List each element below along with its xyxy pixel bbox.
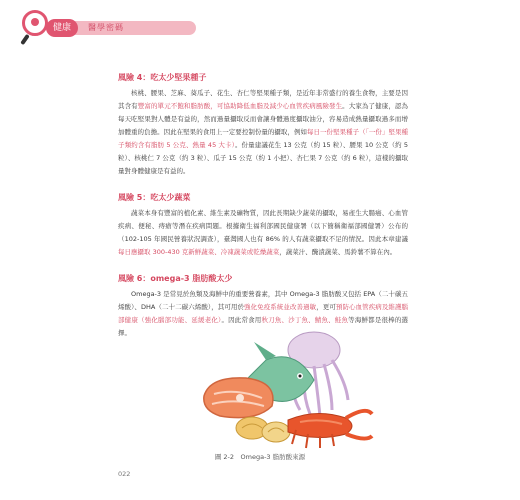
text-run: 蔬菜本身有豐富的植化素、維生素及礦物質，因此長期缺少蔬菜的攝取，易產生大腸癌、心血管疾病、便秘、痔瘡等潛在疾病問題。根據衛生福利部國民健康署（以下簡稱衛福部國健署）公布的（102-105 年國民營養狀況調查），臺灣國人也有 86% 的人有蔬菜攝取不足的情況。因此本章建議 [118,209,408,243]
text-run: 。份量建議花生 13 公克（約 15 粒）、腰果 10 公克（約 5 粒）、核桃仁 7 公克（約 3 粒）、瓜子 15 公克（約 1 小把）、杏仁果 7 公克（約 6 粒），這樣的攝取量對身體健康是有益的。 [118,141,408,175]
highlight-text: 秋刀魚、沙丁魚、鯖魚、鮭魚 [261,316,349,324]
header-badge: 健康 [46,19,78,37]
section-paragraph [118,87,408,178]
page-header [0,0,520,50]
section-risk-5 [118,192,408,259]
lobster-icon [288,411,372,448]
section-title: 風險 4：吃太少堅果種子 [118,73,207,82]
section-title: 風險 6：omega-3 脂肪酸太少 [118,274,233,283]
highlight-text: 豐富的單元不飽和脂肪酸，可協助降低血脂及減少心血管疾病風險發生 [137,102,343,110]
section-title: 風險 5：吃太少蔬菜 [118,193,191,202]
highlight-text: 每日一份堅果種子（「一份」堅果種子類約含有脂肪 5 公克、熱量 45 大卡） [118,128,409,149]
text-run: 。因此常食用 [221,316,262,324]
text-run: 。大家為了健康，認為每天吃堅果對人體是有益的，然而過量攝取反而會讓身體過度攝取油分，容易造成熱量攝取過多而增加體重的負擔。因此在堅果的食用上一定要控制份量的攝取，例如 [118,102,409,136]
shellfish-icon [236,417,290,442]
page-number: 022 [118,470,131,478]
magnifier-handle [20,34,30,45]
text-run: Omega-3 是常見於魚類及海鮮中的重要營養素，其中 Omega-3 脂肪酸又包括 EPA（二十碳五烯酸）、DHA（二十二碳六烯酸），其可用於 [118,290,408,311]
text-run: ，蔬菜汁、醃漬蔬菜、馬鈴薯不算在內。 [279,248,397,256]
seafood-illustration [196,310,376,450]
header-title: 醫學密碼 [88,23,124,32]
figure-caption: 圖 2-2 Omega-3 脂肪酸來源 [214,453,306,461]
text-run: 核桃、腰果、芝麻、葵瓜子、花生、杏仁等堅果種子類，是近年非常盛行的養生食物，主要是因其含有 [118,89,408,110]
highlight-text: 每日應攝取 300-430 克新鮮蔬菜、冷凍蔬菜或乾燥蔬菜 [118,248,280,256]
section-paragraph [118,207,408,259]
text-run: 等海鮮都是很棒的選擇。 [118,316,409,337]
section-risk-4 [118,72,408,178]
highlight-text: 預防心血管疾病及維護腦部健康（強化腦部功能、延緩老化） [118,303,409,324]
text-run: ，更可 [316,303,336,311]
highlight-text: 強化免疫系統並改善過敏 [244,303,317,311]
magnifier-icon [22,10,48,36]
salmon-steak-icon [204,378,273,418]
